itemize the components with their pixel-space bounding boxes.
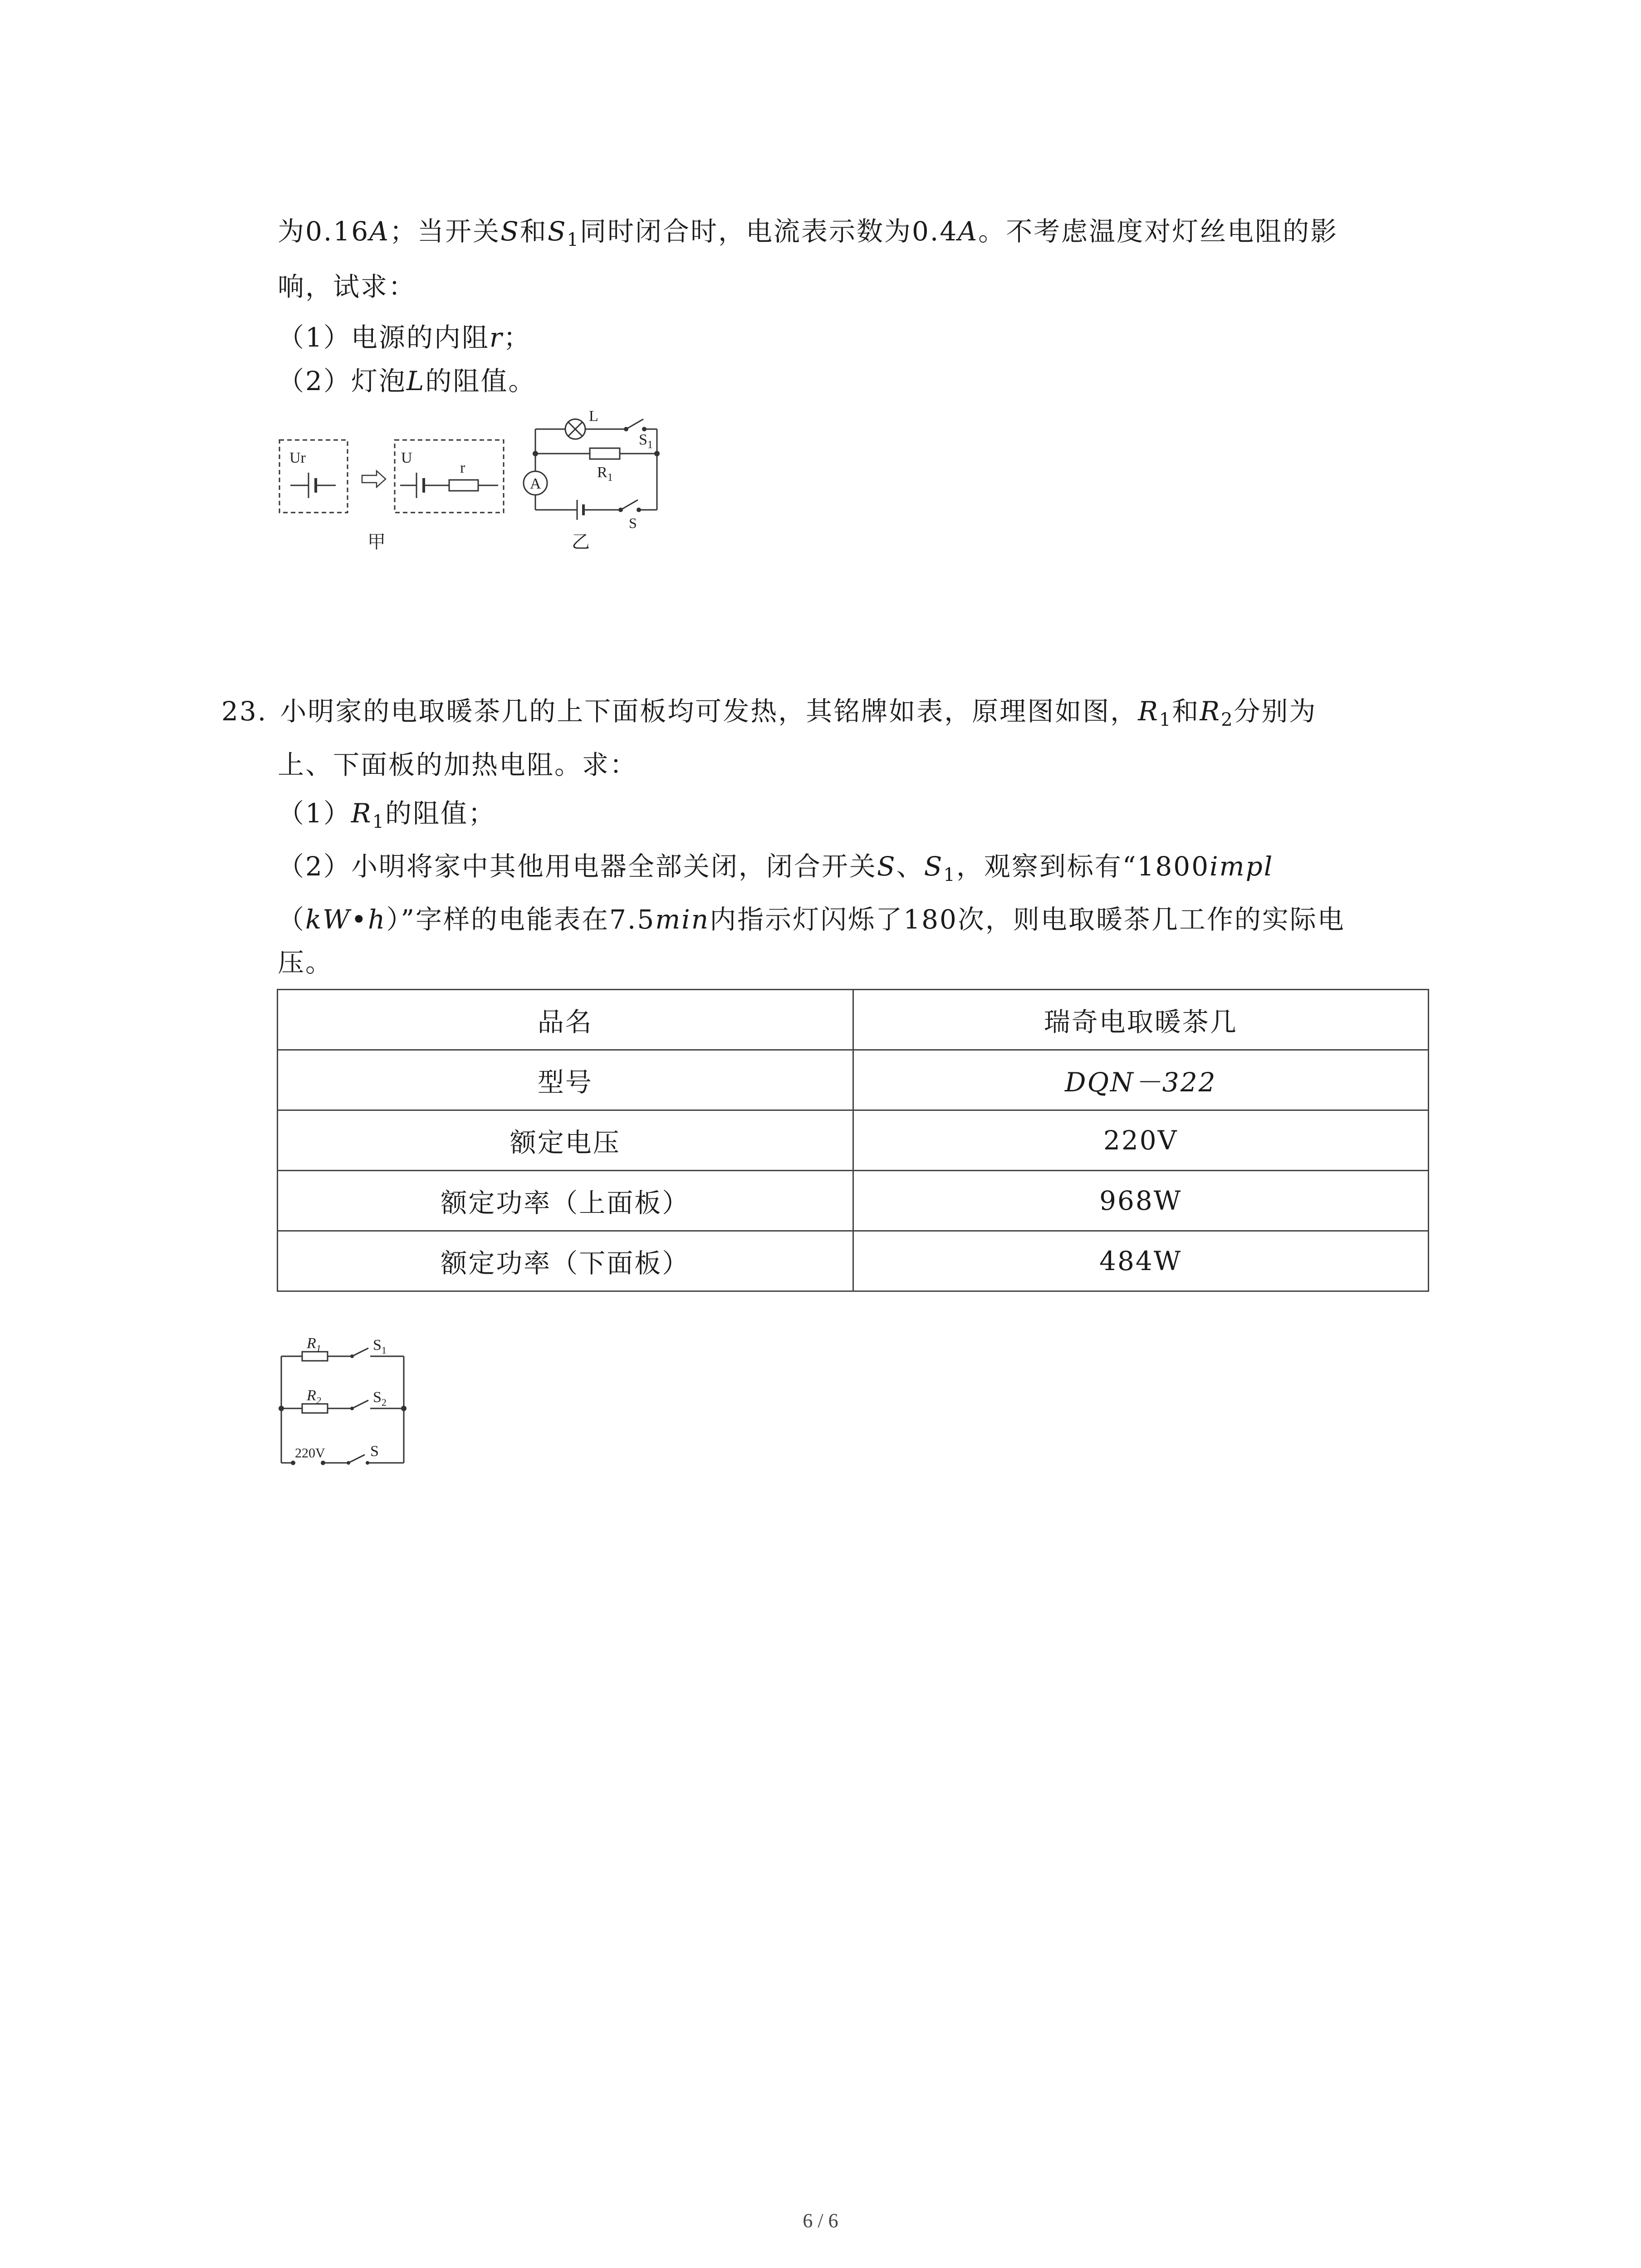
table-cell-label: 额定功率（下面板）: [278, 1231, 853, 1291]
q23-line2: 上、下面板的加热电阻。求：: [278, 749, 638, 780]
table-cell-value: 220V: [853, 1110, 1429, 1171]
fig-yi-caption: 乙: [572, 532, 590, 552]
table-cell-label: 品名: [278, 990, 853, 1050]
q23-subquestion-2: （2）小明将家中其他用电器全部关闭，闭合开关S、$S_1$，观察到标有“1800impl: [278, 851, 1274, 885]
fig-jia-label-r: r: [460, 459, 465, 476]
table-cell-label: 额定电压: [278, 1110, 853, 1171]
q23-subquestion-2-cont: （kW•h）”字样的电能表在7.5min内指示灯闪烁了180次，则电取暖茶几工作的实际电: [278, 904, 1345, 935]
q22-subquestion-1: （1）电源的内阻r；: [278, 322, 531, 353]
nameplate-table: [277, 989, 1429, 1292]
fig-yi-ammeter-label: A: [530, 475, 541, 492]
circuit-label-s: S: [370, 1443, 379, 1460]
fig-yi-label-s1: $S_1$: [639, 431, 653, 451]
q22-line1: 为0.16A；当开关S和$S_1$同时闭合时，电流表示数为0.4A。不考虑温度对灯丝电阻的影: [278, 216, 1338, 250]
fig-yi-label-l: L: [589, 408, 598, 425]
q22-figure-jia: [272, 431, 517, 562]
fig-jia-label-u: U: [401, 450, 412, 466]
table-cell-value: 瑞奇电取暖茶几: [853, 990, 1429, 1050]
circuit-label-r1: $R_1$: [307, 1335, 321, 1354]
table-cell-value: DQN－322: [853, 1050, 1429, 1110]
fig-jia-label-ur: Ur: [289, 450, 306, 466]
table-cell-value: 968W: [853, 1171, 1429, 1231]
fig-yi-label-r1: $R_1$: [597, 464, 613, 484]
table-cell-value: 484W: [853, 1231, 1429, 1291]
table-row: [278, 1231, 1429, 1291]
table-cell-label: 额定功率（上面板）: [278, 1171, 853, 1231]
q22-subquestion-2: （2）灯泡L的阻值。: [278, 366, 536, 396]
table-row: [278, 990, 1429, 1050]
q23-circuit-diagram: [272, 1334, 417, 1465]
circuit-label-s1: $S_1$: [373, 1337, 387, 1356]
table-row: [278, 1050, 1429, 1110]
fig-jia-caption: 甲: [367, 532, 386, 552]
q22-line2: 响，试求：: [278, 271, 416, 302]
table-row: [278, 1171, 1429, 1231]
circuit-label-r2: $R_2$: [307, 1387, 321, 1406]
q23-subquestion-2-end: 压。: [278, 947, 333, 978]
fig-yi-label-s: S: [629, 515, 637, 531]
circuit-label-voltage: 220V: [295, 1446, 325, 1461]
q23-line1: 23. 小明家的电取暖茶几的上下面板均可发热，其铭牌如表，原理图如图，$R_1$和$R_2$分别为: [221, 696, 1317, 730]
circuit-label-s2: $S_2$: [373, 1389, 387, 1408]
q23-subquestion-1: $(1)R_1$的阻值；: [278, 798, 496, 832]
table-cell-label: 型号: [278, 1050, 853, 1110]
page-number: 6 / 6: [803, 2209, 838, 2232]
q22-figure-yi: [522, 408, 676, 558]
table-row: [278, 1110, 1429, 1171]
